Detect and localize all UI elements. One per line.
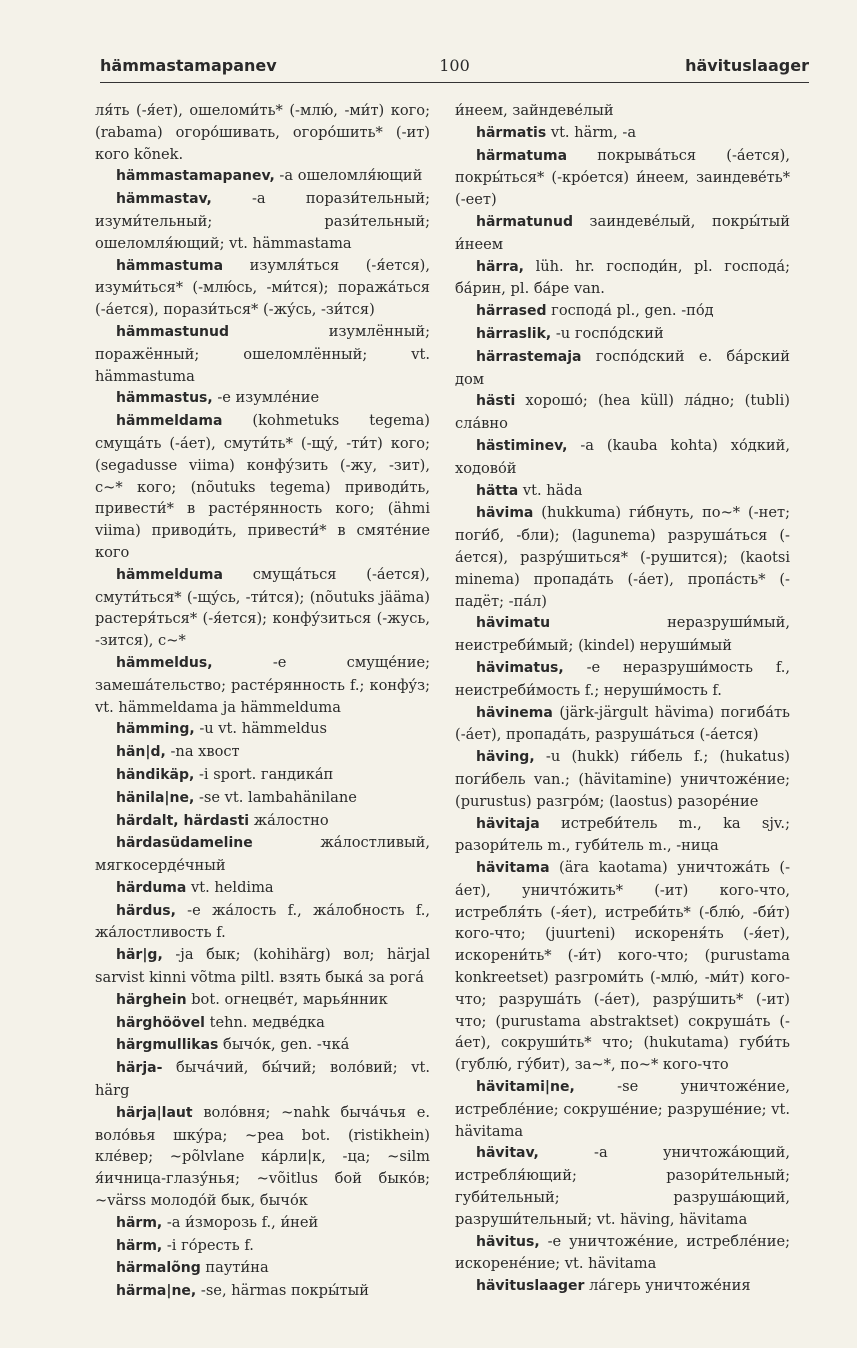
entry-definition: господа́ pl., gen. -по́д [546, 302, 714, 320]
entry-headword: härdalt, härdasti [116, 812, 250, 829]
entry-definition: паути́на [200, 1259, 269, 1277]
entry-headword: hän|d, [116, 744, 166, 761]
dictionary-entry [95, 1212, 430, 1235]
entry-definition: изумля́ться (-я́ется), изуми́ться* (-млю́сь, -ми́тся); поража́ться (-а́ется), порази́ться* (-жу́сь, -зи́тся) [95, 256, 430, 319]
entry-headword: härdus, [116, 902, 176, 919]
entry-headword: händikäp, [116, 766, 195, 783]
dictionary-entry [455, 1231, 790, 1276]
dictionary-entry [455, 612, 790, 657]
dictionary-entry [455, 813, 790, 858]
entry-headword: härm, [116, 1214, 163, 1231]
entry-headword: hämmeldus, [116, 654, 213, 671]
entry-definition: vt. heldima [186, 878, 274, 896]
entry-headword: hävitama [476, 860, 550, 877]
entry-definition: жа́лостно [249, 811, 329, 829]
dictionary-entry [95, 188, 430, 254]
dictionary-entry [95, 100, 430, 165]
entry-headword: hämmastus, [116, 390, 213, 407]
dictionary-entry [95, 564, 430, 652]
entry-headword: hätta [476, 482, 519, 499]
header-first-word: hämmastamapanev [100, 56, 277, 75]
entry-headword: hävitav, [476, 1145, 539, 1162]
dictionary-entry [95, 1012, 430, 1035]
entry-definition: ла́герь уничтоже́ния [584, 1277, 751, 1295]
entry-definition: -a и́зморозь f., и́ней [162, 1213, 319, 1231]
entry-headword: härrased [476, 303, 547, 320]
entry-headword: hämmeldama [116, 413, 223, 430]
entry-definition: tehn. медве́дка [204, 1013, 325, 1031]
entry-headword: hävitaja [476, 815, 540, 832]
entry-definition: жа́лостливый, мягкосерде́чный [95, 834, 430, 875]
header-last-word: hävituslaager [685, 56, 809, 75]
entry-headword: här|g, [116, 947, 163, 964]
entry-definition: -u госпо́дский [551, 324, 664, 342]
dictionary-entry [455, 211, 790, 256]
entry-headword: hämmelduma [116, 566, 223, 583]
dictionary-entry [455, 300, 790, 323]
entry-headword: härra, [476, 258, 524, 275]
entry-headword: härmatis [476, 124, 547, 141]
entry-headword: härmatunud [476, 213, 573, 230]
entry-headword: hävimatu [476, 615, 551, 632]
entry-headword: härgmullikas [116, 1037, 219, 1054]
entry-definition: vt. härm, -a [546, 123, 637, 141]
entry-headword: hävitami|ne, [476, 1079, 575, 1096]
entry-definition: бычо́к, gen. -чка́ [218, 1036, 350, 1054]
entry-definition: -e неразруши́мость f., неистреби́мость f.; неруши́мость f. [455, 658, 790, 699]
entry-headword: hästiminev, [476, 437, 568, 454]
dictionary-entry [95, 1057, 430, 1102]
entry-headword: hämmastunud [116, 323, 229, 340]
entry-definition: -a ошеломля́ющий [274, 167, 423, 185]
entry-definition: -e изумле́ние [212, 389, 320, 407]
dictionary-entry [95, 1034, 430, 1057]
dictionary-entry [455, 502, 790, 612]
entry-headword: hämming, [116, 721, 195, 738]
entry-definition: lüh. hr. господи́н, pl. господа́; ба́рин, pl. ба́ре van. [455, 257, 790, 298]
entry-headword: häving, [476, 749, 535, 766]
entry-headword: hämmastuma [116, 257, 224, 274]
dictionary-entry [455, 857, 790, 1076]
dictionary-entry [455, 657, 790, 702]
right-column [455, 100, 790, 1298]
dictionary-entry [455, 480, 790, 503]
entry-definition: -e жа́лость f., жа́лобность f., жа́лостливость f. [95, 901, 430, 942]
dictionary-entry [455, 1076, 790, 1142]
entry-headword: hästi [476, 393, 516, 410]
entry-headword: härma|ne, [116, 1283, 197, 1300]
entry-definition: -se уничтоже́ние, истребле́ние; сокруше́ние; разруше́ние; vt. hävitama [455, 1078, 790, 1140]
entry-definition: -se vt. lambahänilane [194, 788, 357, 806]
entry-headword: hävituslaager [476, 1278, 585, 1295]
entry-definition: и́неем, зайндеве́лый [455, 102, 614, 119]
dictionary-entry [95, 787, 430, 810]
entry-definition: хорошо́; (hea küll) ла́дно; (tubli) сла́вно [455, 392, 790, 433]
dictionary-entry [455, 746, 790, 812]
entry-headword: härduma [116, 879, 187, 896]
dictionary-entry [95, 387, 430, 410]
entry-headword: härghöövel [116, 1014, 205, 1031]
dictionary-entry [95, 1257, 430, 1280]
entry-definition: изумлённый; поражённый; ошеломлённый; vt. hämmastuma [95, 322, 430, 385]
dictionary-entry [95, 989, 430, 1012]
dictionary-entry [455, 100, 790, 122]
entry-definition: -e смуще́ние; замеша́тельство; расте́рянность f.; конфу́з; vt. hämmeldama ja hämmelduma [95, 653, 430, 716]
entry-headword: hävinema [476, 704, 553, 721]
entry-definition: воло́вня; ~nahk быча́чья e. воло́вья шку́ра; ~pea bot. (ristikhein) кле́вер; ~põlvlane ка́рли|к, -ца; ~silm я́ичница-глазу́нья; ~võitlus бой быко́в; ~värss молодо́й бык, бычо́к [95, 1103, 430, 1210]
entry-definition: (hukkuma) ги́бнуть, по~* (-нет; поги́б, -бли); (lagunema) разруша́ться (-а́ется), разру́шиться* (-рушится); (kaotsi minema) пропада́ть (-а́ет), пропа́сть* (-падёт; -па́л) [455, 504, 790, 610]
entry-definition: -i го́ресть f. [162, 1236, 254, 1254]
dictionary-entry [95, 832, 430, 877]
entry-definition: смуща́ться (-а́ется), смути́ться* (-щу́сь, -ти́тся); (nõutuks jääma) растеря́ться* (-я́ется); конфу́зиться (-жусь, -зится), с~* [95, 565, 430, 650]
entry-definition: -a порази́тельный; изуми́тельный; рази́тельный; ошеломля́ющий; vt. hämmastama [95, 190, 430, 252]
entry-definition: -e уничтоже́ние, истребле́ние; искорене́ние; vt. hävitama [455, 1232, 790, 1273]
entry-definition: -u vt. hämmeldus [194, 720, 328, 738]
entry-headword: härraslik, [476, 325, 552, 342]
dictionary-entry [95, 944, 430, 989]
dictionary-entry [95, 741, 430, 764]
entry-definition: -a (kauba kohta) хо́дкий, ходово́й [455, 436, 790, 477]
dictionary-entry [95, 1235, 430, 1258]
dictionary-entry [95, 764, 430, 787]
entry-definition: -a уничтожа́ющий, истребля́ющий; разори́тельный; губи́тельный; разруша́ющий, разруши́тельный; vt. häving, hävitama [455, 1144, 790, 1228]
left-column [95, 100, 430, 1303]
entry-definition: vt. häda [518, 481, 583, 499]
entry-definition: bot. огнецве́т, марья́нник [186, 990, 388, 1008]
dictionary-entry [95, 718, 430, 741]
page-header [100, 52, 809, 83]
dictionary-entry [95, 1280, 430, 1303]
dictionary-entry [95, 810, 430, 833]
dictionary-entry [95, 652, 430, 718]
dictionary-entry [455, 435, 790, 480]
dictionary-entry [95, 1102, 430, 1212]
dictionary-entry [95, 410, 430, 564]
entry-headword: härmatuma [476, 147, 568, 164]
entry-definition: -i sport. гандика́п [194, 765, 334, 783]
dictionary-entry [95, 165, 430, 188]
entry-definition: -se, härmas покры́тый [196, 1282, 369, 1300]
entry-definition: (ära kaotama) уничтожа́ть (-а́ет), уничто́жить* (-ит) кого-что, истребля́ть (-я́ет), истреби́ть* (-блю́, -би́т) кого-что; (juurteni) искореня́ть (-я́ет), искорени́ть* (-и́т) кого-что; (purustama konkreetset) разгроми́ть (-млю́, -ми́т) кого-что; разруша́ть (-а́ет), разру́шить* (-ит) что; (purustama abstraktset) сокруша́ть (-а́ет), сокруши́ть* что; (hukutama) губи́ть (гублю́, гу́бит), за~*, по~* кого-что [455, 859, 790, 1074]
dictionary-entry [95, 900, 430, 945]
entry-definition: госпо́дский e. ба́рский дом [455, 347, 790, 388]
dictionary-entry [455, 390, 790, 435]
entry-headword: hävima [476, 505, 534, 522]
dictionary-entry [455, 1142, 790, 1230]
entry-definition: быча́чий, бы́чий; воло́вий; vt. härg [95, 1059, 430, 1100]
dictionary-entry [455, 1275, 790, 1298]
entry-headword: härm, [116, 1237, 163, 1254]
entry-headword: härdasüdameline [116, 835, 253, 852]
entry-definition: заиндеве́лый, покры́тый и́неем [455, 212, 790, 253]
dictionary-entry [455, 702, 790, 747]
entry-definition: -ja бык; (kohihärg) вол; härjal sarvist kinni võtma piltl. взять быка́ за рога́ [95, 946, 430, 987]
entry-definition: -na хвост [165, 743, 240, 761]
dictionary-entry [455, 256, 790, 301]
dictionary-entry [455, 145, 790, 211]
entry-definition: истреби́тель m., ka sjv.; разори́тель m., губи́тель m., -ница [455, 814, 790, 855]
entry-definition: неразруши́мый, неистреби́мый; (kindel) неруши́мый [455, 614, 790, 655]
dictionary-entry [95, 255, 430, 321]
entry-headword: härghein [116, 991, 187, 1008]
entry-definition: (järk-järgult hävima) погиба́ть (-а́ет), пропада́ть, разруша́ться (-а́ется) [455, 703, 790, 744]
entry-headword: hänila|ne, [116, 789, 195, 806]
page-number: 100 [439, 56, 470, 75]
dictionary-entry [455, 323, 790, 346]
entry-headword: härmalõng [116, 1260, 201, 1277]
entry-headword: härja- [116, 1060, 163, 1077]
dictionary-entry [455, 346, 790, 391]
entry-definition: ля́ть (-я́ет), ошеломи́ть* (-млю́, -ми́т) кого; (rabama) огоро́шивать, огоро́шить* (-ит) кого kõnek. [95, 102, 430, 163]
entry-headword: hämmastamapanev, [116, 168, 275, 185]
entry-headword: härja|laut [116, 1104, 193, 1121]
dictionary-entry [95, 877, 430, 900]
entry-definition: (kohmetuks tegema) смуща́ть (-а́ет), смути́ть* (-щу́, -ти́т) кого; (segadusse viima) конфу́зить (-жу, -зит), с~* кого; (nõutuks tegema) приводи́ть, привести́* в расте́рянность кого; (ähmi viima) приводи́ть, привести́* в смяте́ние кого [95, 412, 430, 561]
entry-definition: покрыва́ться (-а́ется), покры́ться* (-кро́ется) и́неем, заиндеве́ть* (-еет) [455, 146, 790, 209]
entry-headword: härrastemaja [476, 348, 582, 365]
entry-headword: hävitus, [476, 1233, 540, 1250]
entry-headword: hämmastav, [116, 191, 212, 208]
dictionary-entry [455, 122, 790, 145]
entry-definition: -u (hukk) ги́бель f.; (hukatus) поги́бель van.; (hävitamine) уничтоже́ние; (purustus) разгро́м; (laostus) разоре́ние [455, 748, 790, 810]
dictionary-entry [95, 321, 430, 387]
entry-headword: hävimatus, [476, 659, 564, 676]
